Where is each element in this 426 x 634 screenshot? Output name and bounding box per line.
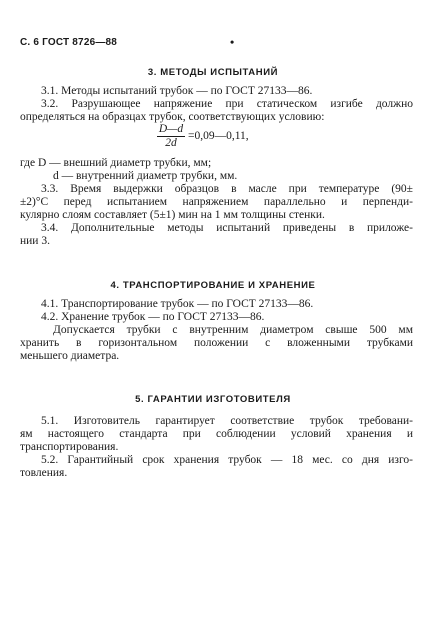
paragraph-5-1-line3: транспортирования.	[20, 441, 119, 453]
formula-denominator: 2d	[165, 137, 177, 149]
formula-value: =0,09—0,11,	[188, 130, 249, 142]
paragraph-4-3-line2: хранить в горизонтальном положении с вложенными трубками	[20, 337, 413, 349]
formula-fraction	[157, 123, 185, 150]
paragraph-3-3-line3: кулярно слоям составляет (5±1) мин на 1 мм толщины стенки.	[20, 209, 325, 221]
paragraph-4-3-line1: Допускается трубки с внутренним диаметром свыше 500 мм	[53, 324, 413, 336]
paragraph-4-3-line3: меньшего диаметра.	[20, 350, 120, 362]
where-inner-diameter: d — внутренний диаметр трубки, мм.	[53, 170, 238, 182]
paragraph-5-2-line1: 5.2. Гарантийный срок хранения трубок — 18 мес. со дня изго-	[41, 454, 413, 466]
paragraph-3-3-line2: ±2)°С перед испытанием напряжением параллельно и перпенди-	[20, 196, 413, 208]
where-outer-diameter: где D — внешний диаметр трубки, мм;	[20, 157, 212, 169]
paragraph-3-2-line1: 3.2. Разрушающее напряжение при статическом изгибе должно	[41, 98, 413, 110]
paragraph-5-2-line2: товления.	[20, 467, 68, 479]
paragraph-4-1: 4.1. Транспортирование трубок — по ГОСТ 27133—86.	[41, 298, 314, 310]
formula-numerator: D—d	[158, 123, 184, 135]
paragraph-5-1-line2: ям настоящего стандарта при соблюдении условий хранения и	[20, 428, 413, 440]
section-4-title: 4. ТРАНСПОРТИРОВАНИЕ И ХРАНЕНИЕ	[110, 280, 316, 291]
paragraph-3-1: 3.1. Методы испытаний трубок — по ГОСТ 27133—86.	[41, 85, 313, 97]
page-header: С. 6 ГОСТ 8726—88	[20, 37, 118, 48]
section-5-title: 5. ГАРАНТИИ ИЗГОТОВИТЕЛЯ	[135, 394, 291, 405]
section-3-title: 3. МЕТОДЫ ИСПЫТАНИЙ	[147, 67, 279, 78]
header-dot: •	[230, 35, 235, 49]
formula	[157, 123, 317, 153]
paragraph-3-3-line1: 3.3. Время выдержки образцов в масле при температуре (90±	[41, 183, 413, 195]
paragraph-3-4-line2: нии 3.	[20, 235, 50, 247]
paragraph-4-2: 4.2. Хранение трубок — по ГОСТ 27133—86.	[41, 311, 265, 323]
paragraph-5-1-line1: 5.1. Изготовитель гарантирует соответствие трубок требовани-	[41, 415, 413, 427]
paragraph-3-4-line1: 3.4. Дополнительные методы испытаний приведены в приложе-	[41, 222, 413, 234]
paragraph-3-2-line2: определяться на образцах трубок, соответствующих условию:	[20, 111, 325, 123]
